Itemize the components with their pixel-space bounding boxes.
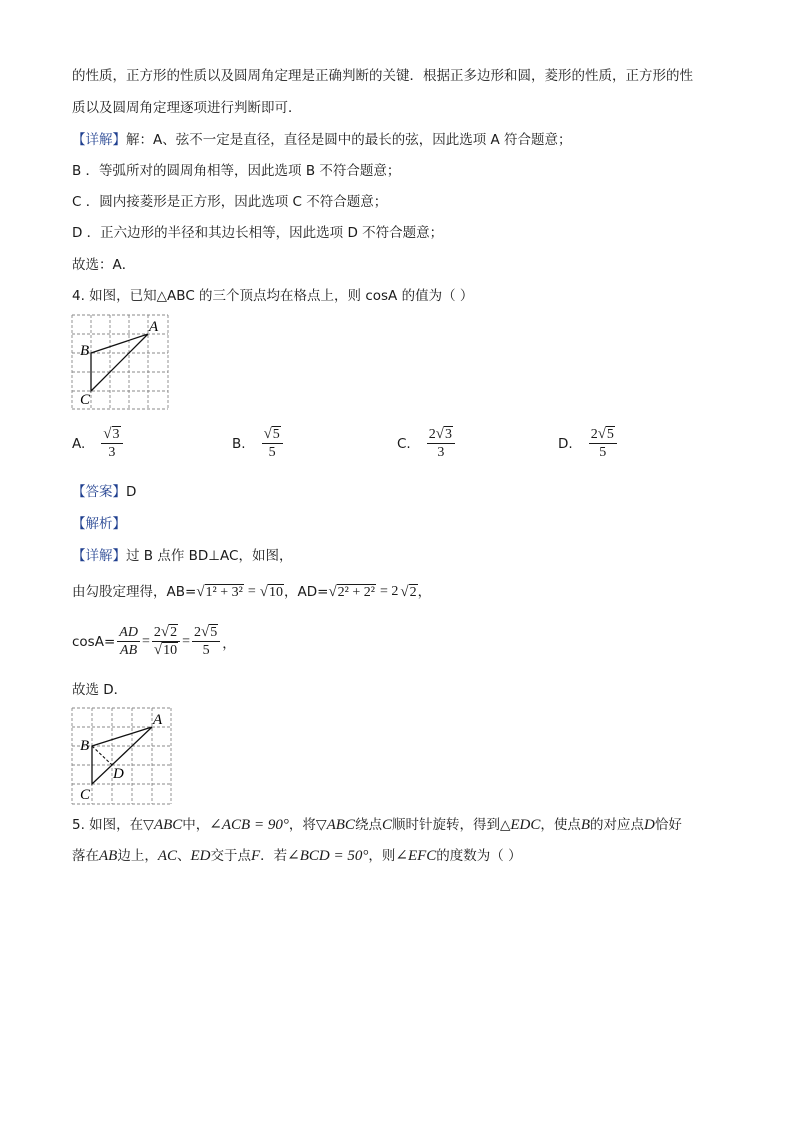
option-a[interactable] [72, 426, 125, 461]
label-b-2: B [80, 738, 90, 754]
analysis-label: 【解析】 [72, 516, 126, 532]
q4-figure [71, 314, 171, 410]
q4-solution-figure [71, 707, 173, 807]
answer-value: D [126, 484, 137, 500]
pythagoras-prefix: 由勾股定理得，AB= [72, 584, 197, 600]
option-d-label: D. [558, 435, 573, 452]
q4-choice: 故选 D． [72, 682, 128, 698]
cos-frac-2: 2 √ 2 √ 10 [152, 624, 180, 659]
detail-line-d: D ．正六边形的半径和其边长相等，因此选项 D 不符合题意； [72, 225, 444, 241]
ad-sqrt: √ 2² + 2² [328, 583, 375, 600]
cos-frac-3: 2 √ 5 5 [192, 624, 220, 659]
q4-detail-text: 过 B 点作 BD⊥AC，如图， [126, 548, 293, 564]
cos-prefix: cosA= [72, 633, 116, 650]
label-a: A [149, 319, 159, 335]
ab-value: √ 10 [259, 583, 283, 600]
intro-line-1: 的性质，正方形的性质以及圆周角定理是正确判断的关键．根据正多边形和圆，菱形的性质，正方形的性 [72, 68, 693, 84]
label-b: B [80, 343, 90, 359]
detail-line-a [72, 130, 572, 150]
triangle-abc [91, 334, 148, 391]
option-c-label: C. [397, 435, 411, 452]
q5-line-2: 落在AB边上，AC、ED交于点F．若∠BCD = 50°，则∠EFC的度数为（ ） [72, 848, 522, 864]
pythagoras-line: 由勾股定理得，AB= √ 1² + 3² = √ 10 ，AD= √ 2² + 2² = 2 √ 2 ， [72, 583, 432, 600]
detail-line-c: C ．圆内接菱形是正方形，因此选项 C 不符合题意； [72, 194, 388, 210]
ad-prefix: ，AD= [283, 584, 329, 600]
label-d: D [113, 766, 124, 782]
q5-line-1: 5. 如图，在▽ABC中，∠ACB = 90°，将▽ABC绕点C顺时针旋转，得到△EDC，使点B的对应点D恰好 [72, 817, 682, 833]
analysis-line [72, 514, 126, 534]
q4-detail-line [72, 546, 292, 566]
option-d-fraction: 2 √ 5 5 [589, 426, 617, 461]
ad-value: √ 2 [400, 583, 417, 600]
option-a-fraction: √ 3 3 [101, 426, 122, 461]
option-c[interactable] [397, 426, 457, 461]
choice-previous: 故选：A． [72, 257, 136, 273]
option-b-fraction: √ 5 5 [262, 426, 283, 461]
option-d[interactable] [558, 426, 619, 461]
ab-sqrt: √ 1² + 3² [196, 583, 243, 600]
option-b-label: B. [232, 435, 246, 452]
q4-detail-label: 【详解】 [72, 548, 126, 564]
cos-frac-ad-ab: $\frac{AD}{AB}$ [119, 625, 138, 658]
cos-line: cosA= $\frac{AD}{AB}$ = 2 √ 2 √ 10 = 2 √ 5 5 ， [72, 624, 236, 658]
q4-stem: 4. 如图，已知△ABC 的三个顶点均在格点上，则 cosA 的值为（ ） [72, 288, 474, 304]
detail-a-text: 解：A、弦不一定是直径，直径是圆中的最长的弦，因此选项 A 符合题意； [126, 132, 572, 148]
label-c: C [80, 392, 91, 408]
option-a-label: A. [72, 435, 86, 452]
intro-line-2: 质以及圆周角定理逐项进行判断即可． [72, 100, 302, 116]
label-a-2: A [153, 712, 163, 728]
answer-line [72, 482, 136, 502]
answer-label: 【答案】 [72, 484, 126, 500]
option-b[interactable] [232, 426, 285, 461]
detail-line-b: B ．等弧所对的圆周角相等，因此选项 B 不符合题意； [72, 163, 401, 179]
detail-label: 【详解】 [72, 132, 126, 148]
altitude-bd [92, 746, 112, 765]
option-c-fraction: 2 √ 3 3 [427, 426, 455, 461]
label-c-2: C [80, 787, 91, 803]
